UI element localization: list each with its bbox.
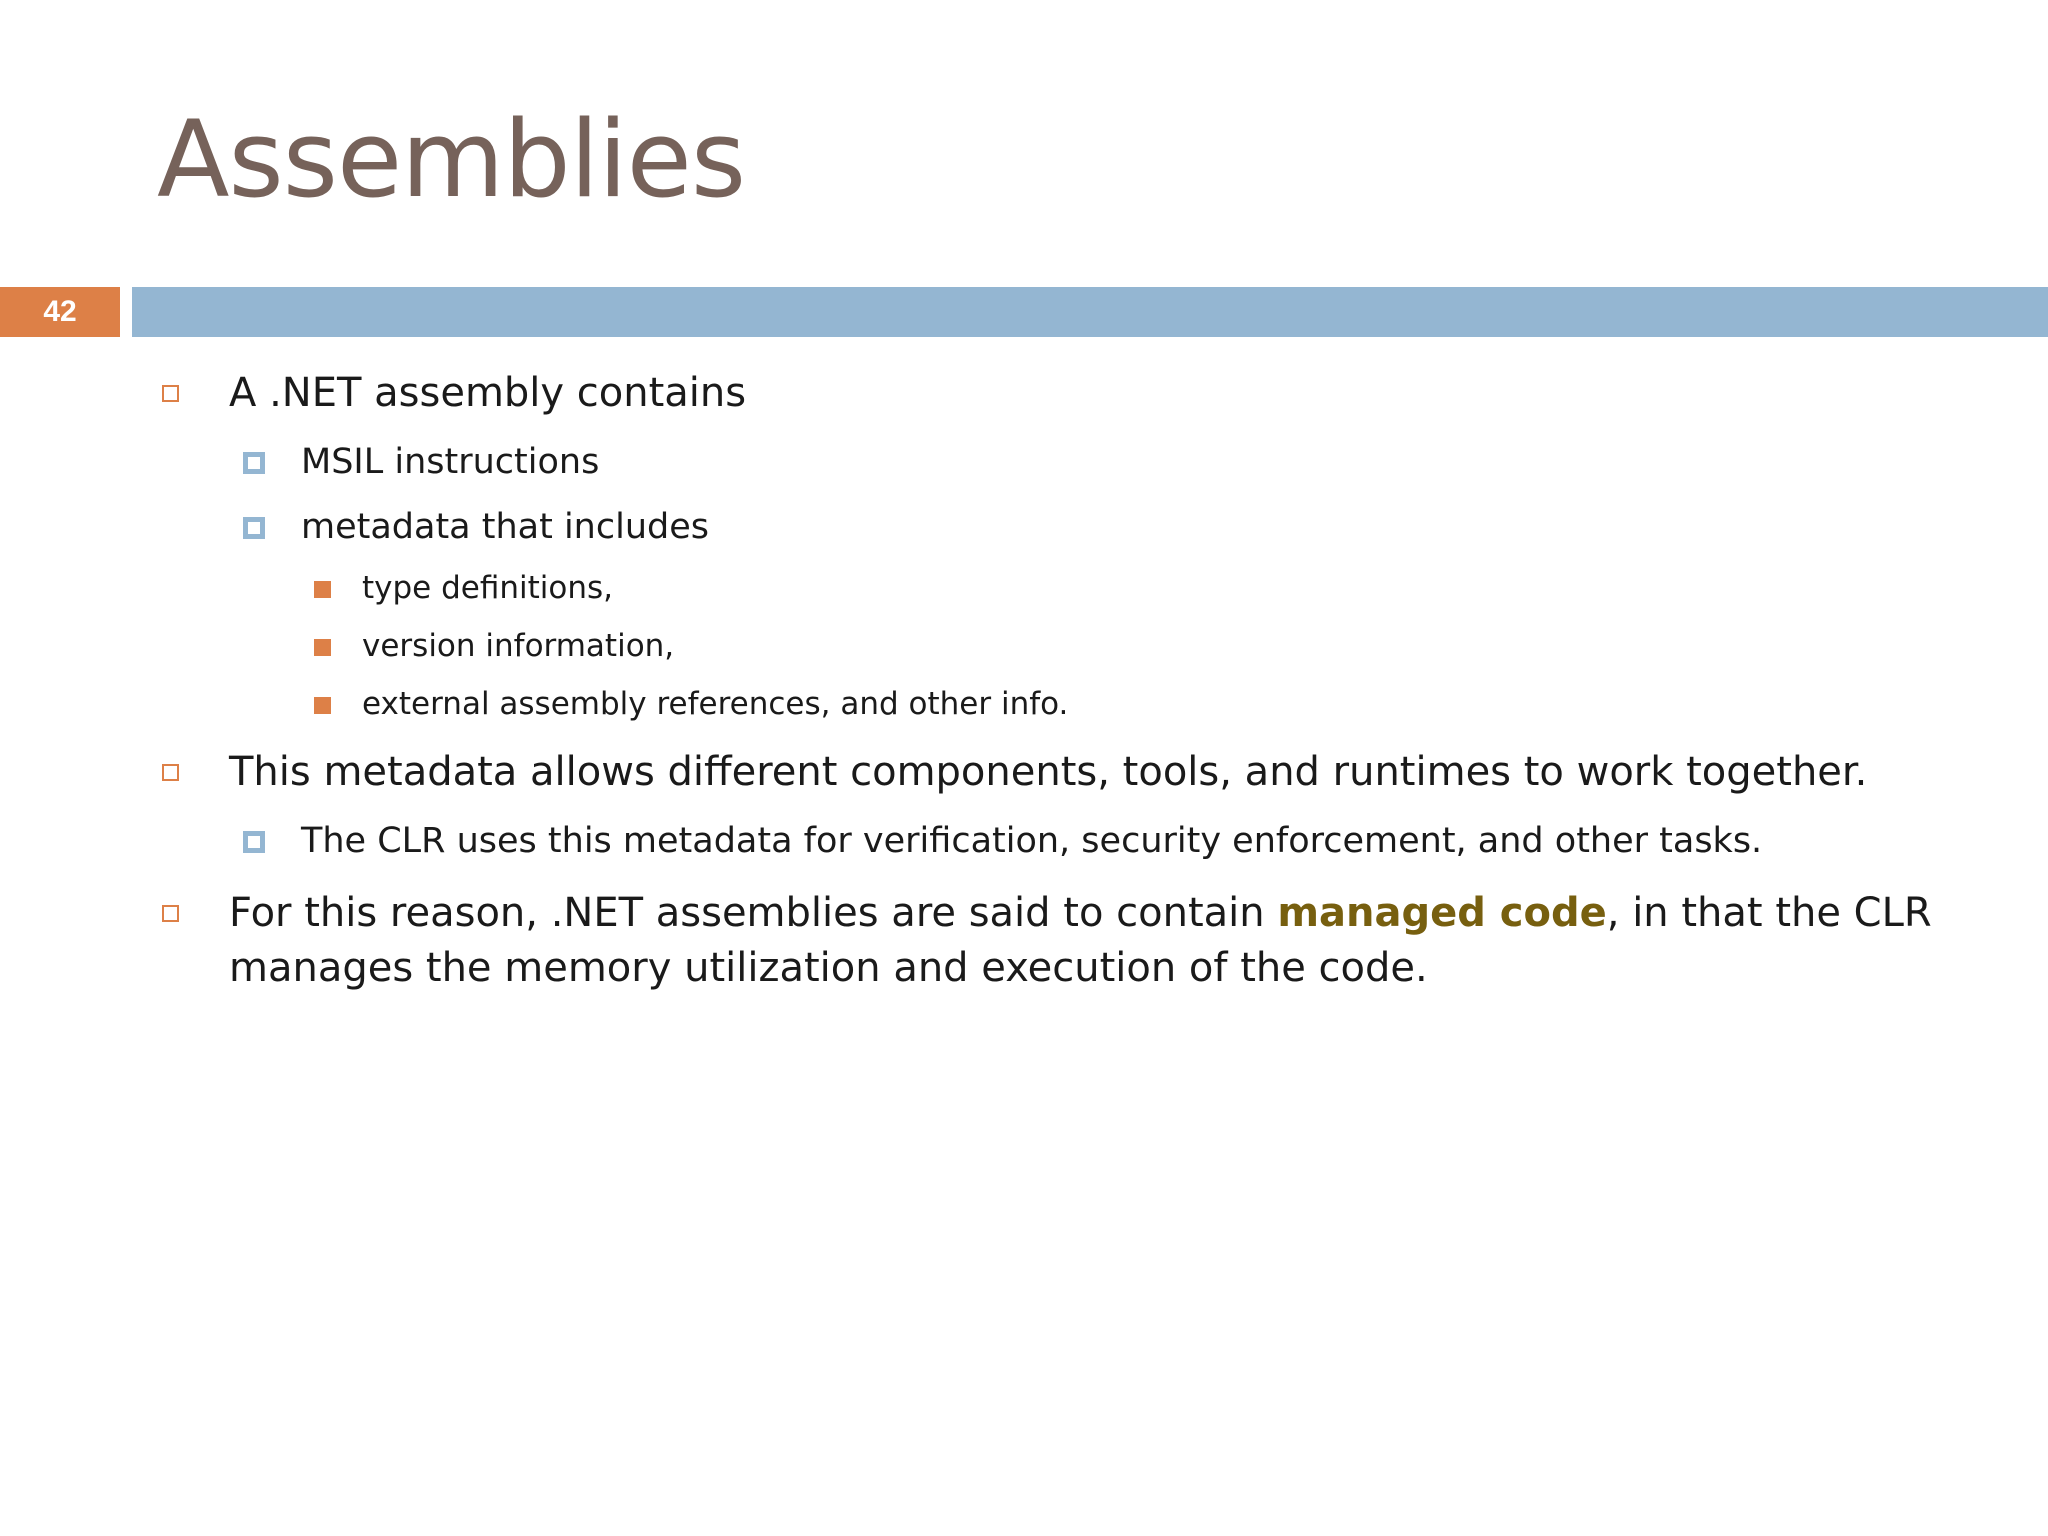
hollow-square-bullet-icon bbox=[162, 764, 179, 781]
bullet-version-information: version information, bbox=[362, 628, 675, 664]
managed-code-text-before: For this reason, .NET assemblies are said to contain bbox=[229, 890, 1278, 936]
hollow-square-bullet-icon bbox=[162, 905, 179, 922]
filled-square-bullet-icon bbox=[314, 697, 331, 714]
bullet-managed-code-continuation: manages the memory utilization and execution of the code. bbox=[229, 945, 1428, 991]
bullet-metadata-allows: This metadata allows different components, tools, and runtimes to work together. bbox=[229, 749, 1868, 795]
managed-code-emphasis: managed code bbox=[1277, 890, 1607, 936]
blue-square-bullet-icon bbox=[243, 517, 265, 539]
blue-square-bullet-icon bbox=[243, 452, 265, 474]
filled-square-bullet-icon bbox=[314, 639, 331, 656]
bullet-msil-instructions: MSIL instructions bbox=[301, 442, 600, 482]
bullet-managed-code bbox=[229, 890, 1932, 936]
bullet-external-references: external assembly references, and other info. bbox=[362, 686, 1069, 722]
slide-number-badge: 42 bbox=[0, 287, 120, 337]
hollow-square-bullet-icon bbox=[162, 385, 179, 402]
bullet-clr-uses-metadata: The CLR uses this metadata for verification, security enforcement, and other tasks. bbox=[301, 821, 1763, 861]
filled-square-bullet-icon bbox=[314, 581, 331, 598]
managed-code-text-after: , in that the CLR bbox=[1606, 890, 1932, 936]
bullet-assembly-contains: A .NET assembly contains bbox=[229, 370, 747, 416]
bullet-type-definitions: type definitions, bbox=[362, 570, 614, 606]
blue-square-bullet-icon bbox=[243, 831, 265, 853]
header-divider-bar bbox=[132, 287, 2048, 337]
slide-title: Assemblies bbox=[157, 98, 746, 221]
bullet-metadata-includes: metadata that includes bbox=[301, 507, 710, 547]
